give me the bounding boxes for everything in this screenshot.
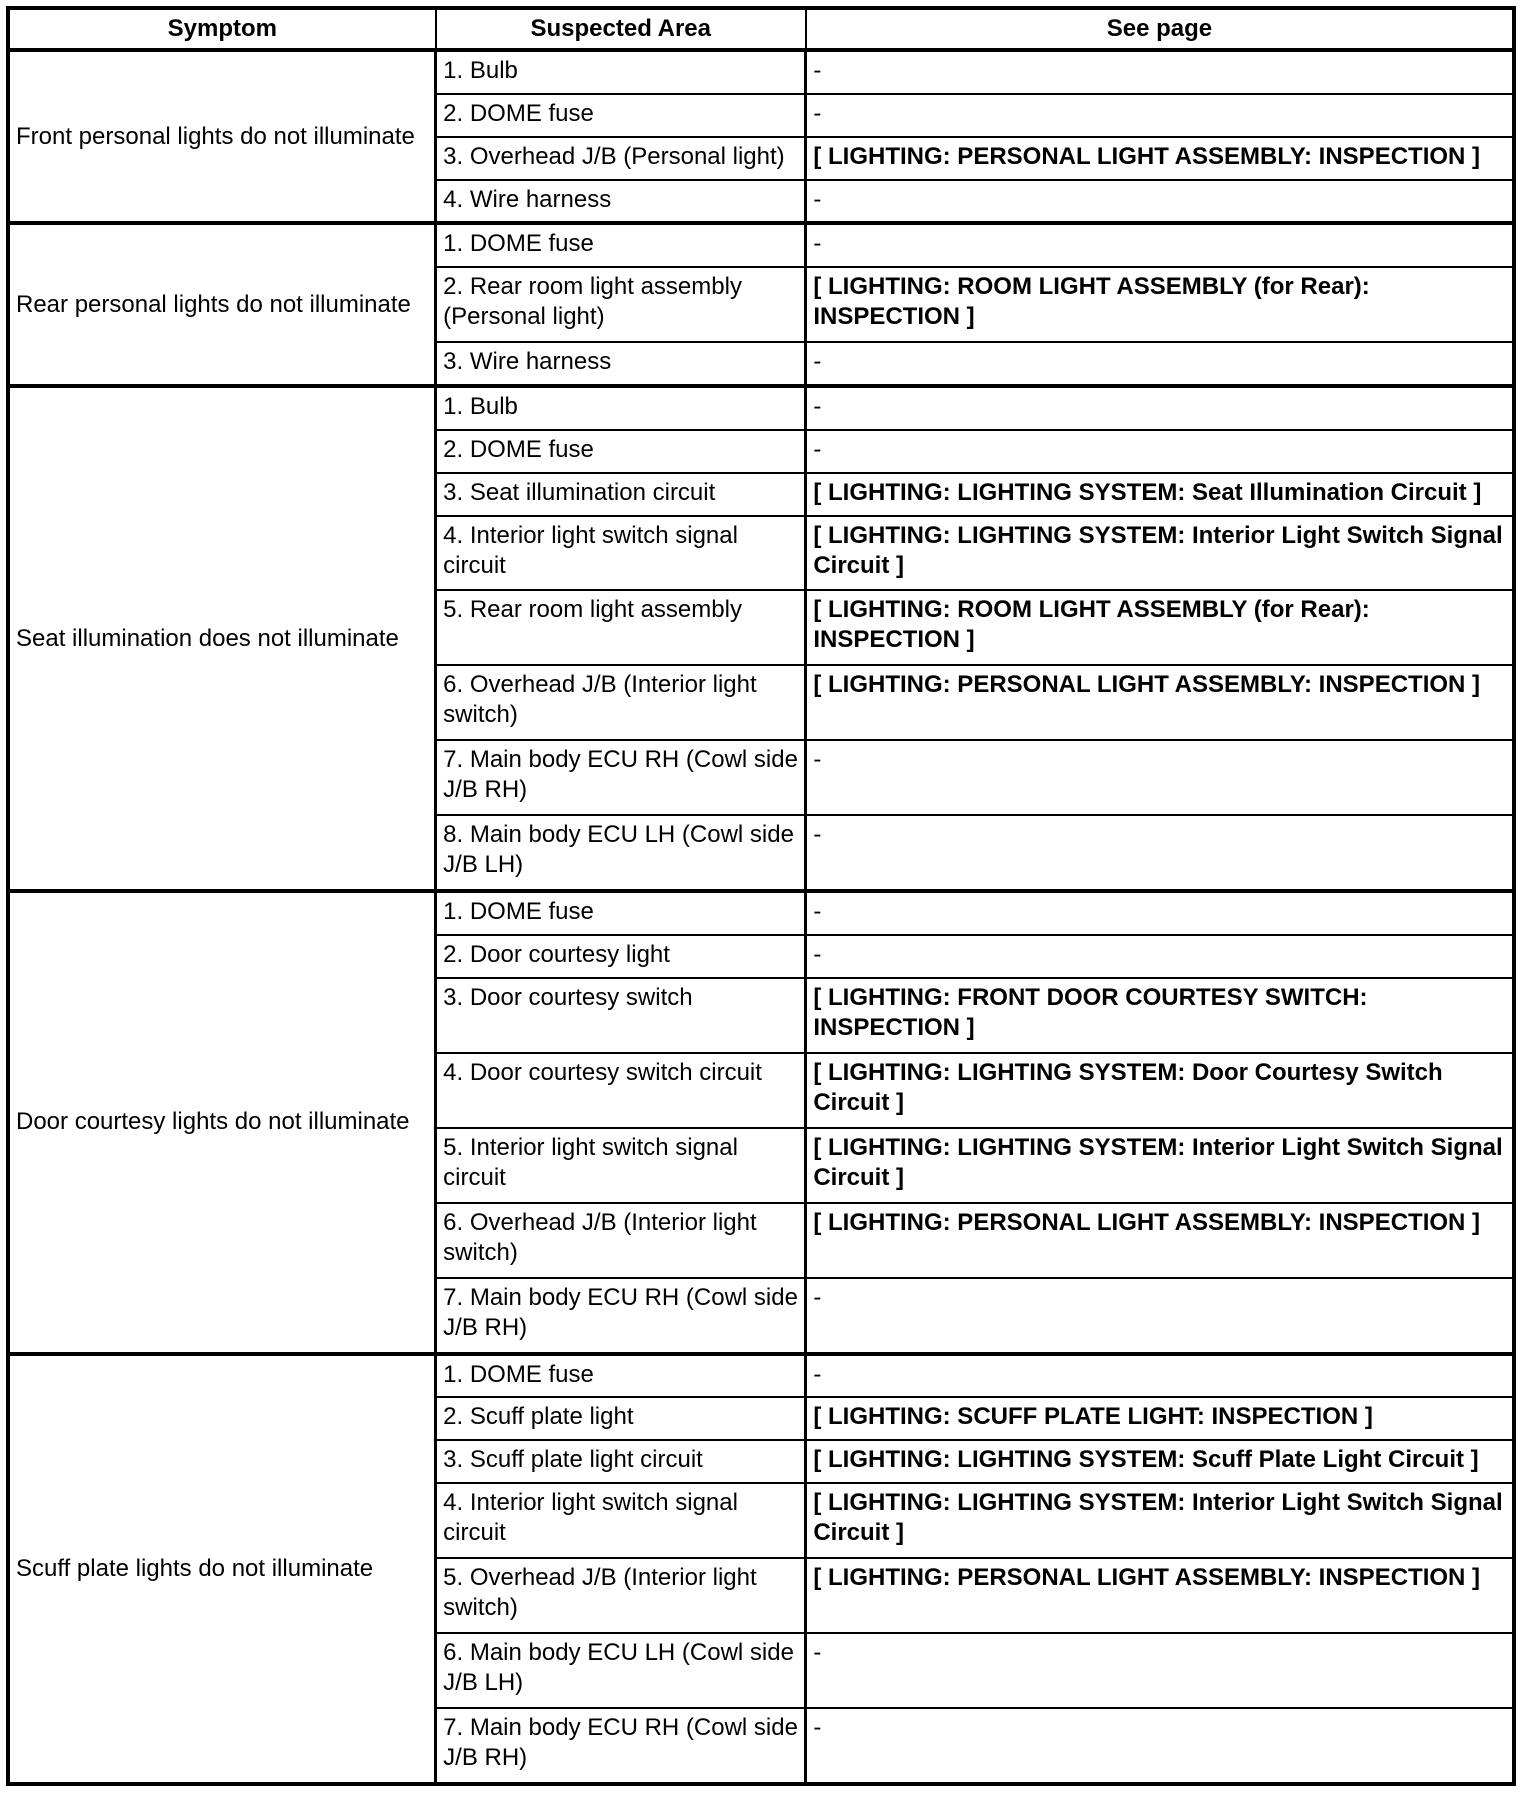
suspected-area-cell: 3. Overhead J/B (Personal light) xyxy=(436,137,806,180)
symptom-cell: Scuff plate lights do not illuminate xyxy=(8,1354,436,1784)
suspected-area-cell: 2. Door courtesy light xyxy=(436,935,806,978)
header-see-page: See page xyxy=(806,8,1514,50)
see-page-cell: - xyxy=(806,891,1514,935)
see-page-cell: - xyxy=(806,935,1514,978)
suspected-area-cell: 4. Wire harness xyxy=(436,180,806,224)
see-page-link[interactable]: [ LIGHTING: PERSONAL LIGHT ASSEMBLY: INSPECTION ] xyxy=(806,665,1514,740)
suspected-area-cell: 3. Seat illumination circuit xyxy=(436,473,806,516)
suspected-area-cell: 8. Main body ECU LH (Cowl side J/B LH) xyxy=(436,815,806,891)
suspected-area-cell: 2. Rear room light assembly (Personal light) xyxy=(436,267,806,342)
see-page-link[interactable]: [ LIGHTING: LIGHTING SYSTEM: Interior Light Switch Signal Circuit ] xyxy=(806,1483,1514,1558)
suspected-area-cell: 3. Door courtesy switch xyxy=(436,978,806,1053)
see-page-cell: - xyxy=(806,180,1514,224)
table-row xyxy=(8,1354,1514,1398)
see-page-link[interactable]: [ LIGHTING: ROOM LIGHT ASSEMBLY (for Rear): INSPECTION ] xyxy=(806,590,1514,665)
suspected-area-cell: 7. Main body ECU RH (Cowl side J/B RH) xyxy=(436,1278,806,1354)
see-page-cell: - xyxy=(806,1278,1514,1354)
see-page-cell: - xyxy=(806,430,1514,473)
see-page-link[interactable]: [ LIGHTING: PERSONAL LIGHT ASSEMBLY: INSPECTION ] xyxy=(806,137,1514,180)
see-page-link[interactable]: [ LIGHTING: FRONT DOOR COURTESY SWITCH: INSPECTION ] xyxy=(806,978,1514,1053)
see-page-cell: - xyxy=(806,1708,1514,1784)
see-page-cell: - xyxy=(806,1354,1514,1398)
symptom-cell: Door courtesy lights do not illuminate xyxy=(8,891,436,1353)
see-page-link[interactable]: [ LIGHTING: LIGHTING SYSTEM: Seat Illumination Circuit ] xyxy=(806,473,1514,516)
suspected-area-cell: 4. Interior light switch signal circuit xyxy=(436,516,806,591)
suspected-area-cell: 5. Interior light switch signal circuit xyxy=(436,1128,806,1203)
see-page-link[interactable]: [ LIGHTING: LIGHTING SYSTEM: Interior Light Switch Signal Circuit ] xyxy=(806,1128,1514,1203)
suspected-area-cell: 5. Rear room light assembly xyxy=(436,590,806,665)
suspected-area-cell: 3. Wire harness xyxy=(436,342,806,386)
suspected-area-cell: 7. Main body ECU RH (Cowl side J/B RH) xyxy=(436,740,806,815)
see-page-cell: - xyxy=(806,50,1514,94)
table-row xyxy=(8,50,1514,94)
see-page-link[interactable]: [ LIGHTING: LIGHTING SYSTEM: Interior Light Switch Signal Circuit ] xyxy=(806,516,1514,591)
see-page-cell: - xyxy=(806,740,1514,815)
header-row xyxy=(8,8,1514,50)
suspected-area-cell: 1. DOME fuse xyxy=(436,1354,806,1398)
suspected-area-cell: 6. Overhead J/B (Interior light switch) xyxy=(436,665,806,740)
suspected-area-cell: 2. Scuff plate light xyxy=(436,1397,806,1440)
see-page-link[interactable]: [ LIGHTING: PERSONAL LIGHT ASSEMBLY: INSPECTION ] xyxy=(806,1203,1514,1278)
see-page-link[interactable]: [ LIGHTING: PERSONAL LIGHT ASSEMBLY: INSPECTION ] xyxy=(806,1558,1514,1633)
symptom-cell: Seat illumination does not illuminate xyxy=(8,386,436,891)
see-page-cell: - xyxy=(806,386,1514,430)
see-page-link[interactable]: [ LIGHTING: LIGHTING SYSTEM: Door Courtesy Switch Circuit ] xyxy=(806,1053,1514,1128)
suspected-area-cell: 2. DOME fuse xyxy=(436,94,806,137)
symptom-cell: Rear personal lights do not illuminate xyxy=(8,223,436,386)
see-page-cell: - xyxy=(806,1633,1514,1708)
suspected-area-cell: 1. DOME fuse xyxy=(436,223,806,267)
header-symptom: Symptom xyxy=(8,8,436,50)
see-page-cell: - xyxy=(806,815,1514,891)
header-suspected-area: Suspected Area xyxy=(436,8,806,50)
suspected-area-cell: 5. Overhead J/B (Interior light switch) xyxy=(436,1558,806,1633)
see-page-cell: - xyxy=(806,94,1514,137)
see-page-link[interactable]: [ LIGHTING: LIGHTING SYSTEM: Scuff Plate Light Circuit ] xyxy=(806,1440,1514,1483)
suspected-area-cell: 7. Main body ECU RH (Cowl side J/B RH) xyxy=(436,1708,806,1784)
table-row xyxy=(8,891,1514,935)
suspected-area-cell: 1. Bulb xyxy=(436,50,806,94)
suspected-area-cell: 3. Scuff plate light circuit xyxy=(436,1440,806,1483)
table-row xyxy=(8,223,1514,267)
suspected-area-cell: 6. Main body ECU LH (Cowl side J/B LH) xyxy=(436,1633,806,1708)
suspected-area-cell: 6. Overhead J/B (Interior light switch) xyxy=(436,1203,806,1278)
troubleshooting-table xyxy=(6,6,1516,1786)
suspected-area-cell: 1. DOME fuse xyxy=(436,891,806,935)
see-page-link[interactable]: [ LIGHTING: SCUFF PLATE LIGHT: INSPECTION ] xyxy=(806,1397,1514,1440)
suspected-area-cell: 4. Door courtesy switch circuit xyxy=(436,1053,806,1128)
see-page-cell: - xyxy=(806,342,1514,386)
table-body xyxy=(8,50,1514,1784)
see-page-cell: - xyxy=(806,223,1514,267)
see-page-link[interactable]: [ LIGHTING: ROOM LIGHT ASSEMBLY (for Rear): INSPECTION ] xyxy=(806,267,1514,342)
suspected-area-cell: 2. DOME fuse xyxy=(436,430,806,473)
suspected-area-cell: 4. Interior light switch signal circuit xyxy=(436,1483,806,1558)
suspected-area-cell: 1. Bulb xyxy=(436,386,806,430)
symptom-cell: Front personal lights do not illuminate xyxy=(8,50,436,223)
table-row xyxy=(8,386,1514,430)
